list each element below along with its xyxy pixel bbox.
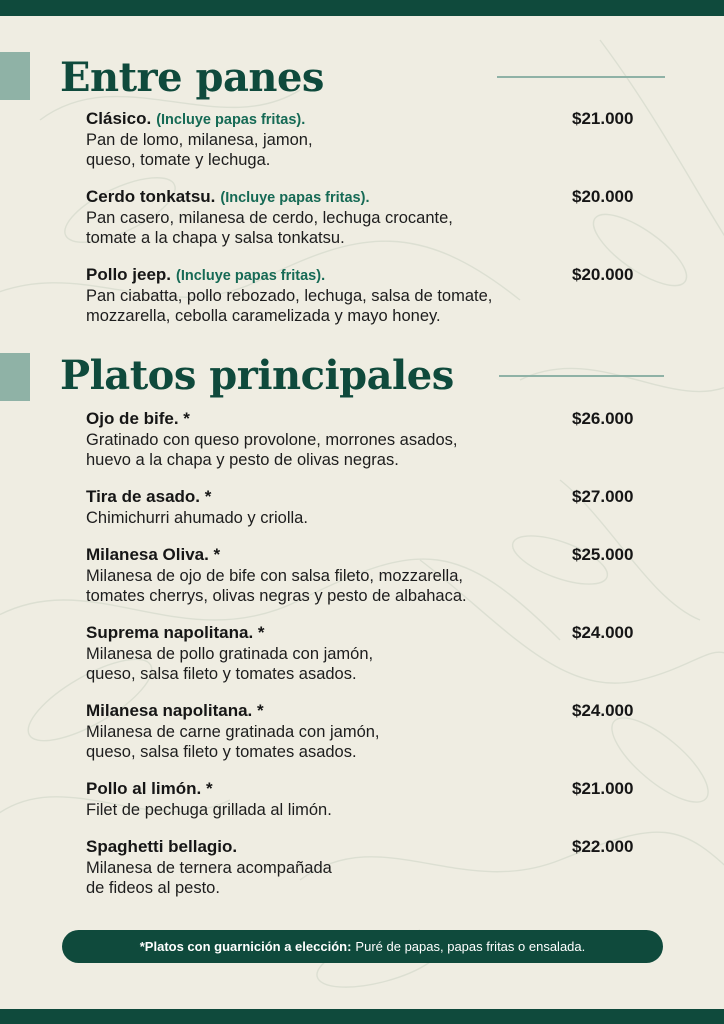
item-name: Milanesa napolitana. * bbox=[86, 701, 264, 720]
menu-item-ojo-de-bife bbox=[86, 409, 666, 470]
item-price: $21.000 bbox=[572, 109, 634, 128]
item-note: (Incluye papas fritas). bbox=[220, 190, 370, 206]
item-description-line: mozzarella, cebolla caramelizada y mayo honey. bbox=[86, 307, 441, 325]
item-name: Tira de asado. * bbox=[86, 487, 212, 506]
item-price: $26.000 bbox=[572, 409, 634, 428]
item-description-line: Gratinado con queso provolone, morrones asados, bbox=[86, 431, 458, 449]
item-price: $20.000 bbox=[572, 187, 634, 206]
item-description-line: Chimichurri ahumado y criolla. bbox=[86, 509, 308, 527]
section-divider-platos-principales bbox=[499, 375, 664, 377]
item-description bbox=[86, 800, 666, 820]
item-description-line: huevo a la chapa y pesto de olivas negras. bbox=[86, 451, 399, 469]
section-marker-platos-principales bbox=[0, 353, 30, 401]
item-price: $24.000 bbox=[572, 623, 634, 642]
item-description-line: queso, tomate y lechuga. bbox=[86, 151, 271, 169]
item-name: Spaghetti bellagio. bbox=[86, 837, 238, 856]
menu-item-milanesa-napolitana bbox=[86, 701, 666, 762]
section-divider-entre-panes bbox=[497, 76, 665, 78]
menu-item-cerdo-tonkatsu bbox=[86, 187, 666, 248]
side-dish-note-banner bbox=[62, 930, 663, 963]
item-description bbox=[86, 566, 666, 606]
section-marker-entre-panes bbox=[0, 52, 30, 100]
item-description-line: Pan ciabatta, pollo rebozado, lechuga, salsa de tomate, bbox=[86, 287, 493, 305]
item-description bbox=[86, 508, 666, 528]
item-description-line: Milanesa de pollo gratinada con jamón, bbox=[86, 645, 374, 663]
item-description bbox=[86, 130, 666, 170]
item-description-line: Milanesa de ojo de bife con salsa fileto, mozzarella, bbox=[86, 567, 463, 585]
side-dish-note-label: *Platos con guarnición a elección: bbox=[139, 939, 352, 954]
item-description-line: queso, salsa fileto y tomates asados. bbox=[86, 743, 357, 761]
item-price: $24.000 bbox=[572, 701, 634, 720]
item-description-line: Filet de pechuga grillada al limón. bbox=[86, 801, 332, 819]
item-name: Ojo de bife. * bbox=[86, 409, 190, 428]
item-description bbox=[86, 208, 666, 248]
item-name: Milanesa Oliva. * bbox=[86, 545, 221, 564]
item-description-line: de fideos al pesto. bbox=[86, 879, 220, 897]
item-description-line: Pan casero, milanesa de cerdo, lechuga crocante, bbox=[86, 209, 453, 227]
section-title-entre-panes: Entre panes bbox=[60, 54, 324, 101]
item-note: (Incluye papas fritas). bbox=[176, 268, 326, 284]
item-description bbox=[86, 722, 666, 762]
item-name: Clásico. bbox=[86, 109, 152, 128]
item-description bbox=[86, 286, 666, 326]
menu-item-suprema-napolitana bbox=[86, 623, 666, 684]
menu-item-clasico bbox=[86, 109, 666, 170]
item-description-line: Pan de lomo, milanesa, jamon, bbox=[86, 131, 313, 149]
bottom-border-bar bbox=[0, 1009, 724, 1024]
item-note: (Incluye papas fritas). bbox=[156, 112, 306, 128]
menu-item-pollo-jeep bbox=[86, 265, 666, 326]
item-description bbox=[86, 858, 666, 898]
item-price: $21.000 bbox=[572, 779, 634, 798]
item-name: Pollo al limón. * bbox=[86, 779, 213, 798]
item-description-line: tomates cherrys, olivas negras y pesto de albahaca. bbox=[86, 587, 467, 605]
item-description bbox=[86, 644, 666, 684]
section-title-platos-principales: Platos principales bbox=[60, 352, 454, 399]
item-name: Suprema napolitana. * bbox=[86, 623, 265, 642]
side-dish-note-text: Puré de papas, papas fritas o ensalada. bbox=[355, 939, 586, 954]
item-price: $25.000 bbox=[572, 545, 634, 564]
item-price: $22.000 bbox=[572, 837, 634, 856]
item-description-line: queso, salsa fileto y tomates asados. bbox=[86, 665, 357, 683]
menu-item-tira-de-asado bbox=[86, 487, 666, 528]
menu-item-spaghetti-bellagio bbox=[86, 837, 666, 898]
item-description-line: Milanesa de carne gratinada con jamón, bbox=[86, 723, 380, 741]
menu-item-pollo-al-limon bbox=[86, 779, 666, 820]
item-name: Pollo jeep. bbox=[86, 265, 172, 284]
item-description-line: Milanesa de ternera acompañada bbox=[86, 859, 332, 877]
top-border-bar bbox=[0, 0, 724, 16]
item-name: Cerdo tonkatsu. bbox=[86, 187, 216, 206]
item-description bbox=[86, 430, 666, 470]
item-description-line: tomate a la chapa y salsa tonkatsu. bbox=[86, 229, 345, 247]
menu-item-milanesa-oliva bbox=[86, 545, 666, 606]
item-price: $20.000 bbox=[572, 265, 634, 284]
item-price: $27.000 bbox=[572, 487, 634, 506]
